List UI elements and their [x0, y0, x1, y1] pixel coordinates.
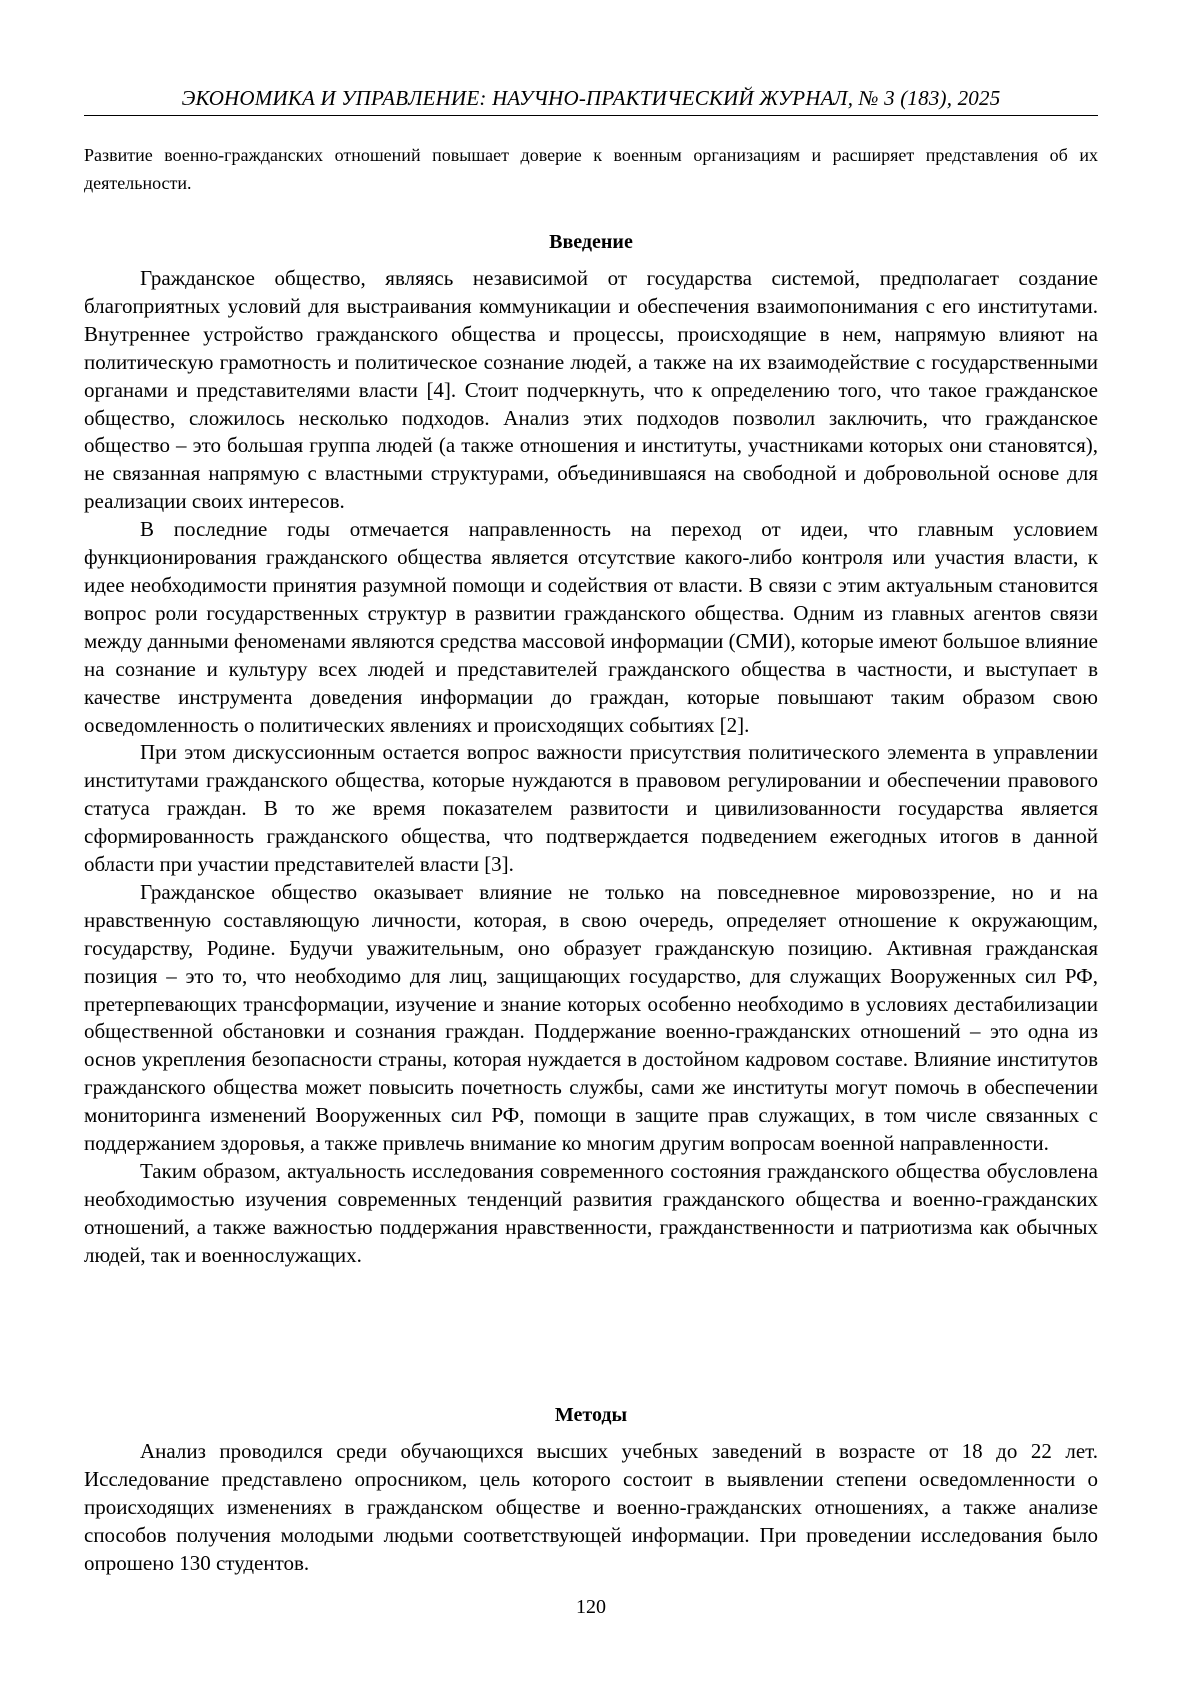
introduction-paragraph: При этом дискуссионным остается вопрос важности присутствия политического элемента в управлении институтами гражданского общества, которые нуждаются в правовом регулировании и обеспечении правового статуса граждан. В то же время показателем развитости и цивилизованности государства является сформированность гражданского общества, что подтверждается подведением ежегодных итогов в данной области при участии представителей власти [3].: [84, 739, 1098, 879]
introduction-paragraph: Гражданское общество, являясь независимой от государства системой, предполагает создание благоприятных условий для выстраивания коммуникации и обеспечения взаимопонимания с его институтами. Внутреннее устройство гражданского общества и процессы, происходящие в нем, напрямую влияют на политическую грамотность и политическое сознание людей, а также на их взаимодействие с государственными органами и представителями власти [4]. Стоит подчеркнуть, что к определению того, что такое гражданское общество, сложилось несколько подходов. Анализ этих подходов позволил заключить, что гражданское общество – это большая группа людей (а также отношения и институты, участниками которых они становятся), не связанная напрямую с властными структурами, объединившаяся на свободной и добровольной основе для реализации своих интересов.: [84, 265, 1098, 516]
abstract-tail: Развитие военно-гражданских отношений повышает доверие к военным организациям и расширяет представления об их деятельности.: [84, 141, 1098, 197]
introduction-paragraph: Таким образом, актуальность исследования современного состояния гражданского общества обусловлена необходимостью изучения современных тенденций развития гражданского общества и военно-гражданских отношений, а также важностью поддержания нравственности, гражданственности и патриотизма как обычных людей, так и военнослужащих.: [84, 1158, 1098, 1270]
introduction-paragraph: Гражданское общество оказывает влияние не только на повседневное мировоззрение, но и на нравственную составляющую личности, которая, в свою очередь, определяет отношение к окружающим, государству, Родине. Будучи уважительным, оно образует гражданскую позицию. Активная гражданская позиция – это то, что необходимо для лиц, защищающих государство, для служащих Вооруженных сил РФ, претерпевающих трансформации, изучение и знание которых особенно необходимо в условиях дестабилизации общественной обстановки и сознания граждан. Поддержание военно-гражданских отношений – это одна из основ укрепления безопасности страны, которая нуждается в достойном кадровом составе. Влияние институтов гражданского общества может повысить почетность службы, сами же институты могут помочь в обеспечении мониторинга изменений Вооруженных сил РФ, помощи в защите прав служащих, в том числе связанных с поддержанием здоровья, а также привлечь внимание ко многим другим вопросам военной направленности.: [84, 879, 1098, 1158]
methods-paragraph: Анализ проводился среди обучающихся высших учебных заведений в возрасте от 18 до 22 лет. Исследование представлено опросником, цель которого состоит в выявлении степени осведомленности о происходящих изменениях в гражданском обществе и военно-гражданских отношениях, а также анализе способов получения молодыми людьми соответствующей информации. При проведении исследования было опрошено 130 студентов.: [84, 1438, 1098, 1578]
header-rule: [84, 115, 1098, 116]
page-number: 120: [84, 1594, 1098, 1620]
running-header: ЭКОНОМИКА И УПРАВЛЕНИЕ: НАУЧНО-ПРАКТИЧЕСКИЙ ЖУРНАЛ, № 3 (183), 2025: [84, 84, 1098, 112]
methods-heading: Методы: [84, 1401, 1098, 1429]
introduction-paragraph: В последние годы отмечается направленность на переход от идеи, что главным условием функционирования гражданского общества является отсутствие какого-либо контроля или участия власти, к идее необходимости принятия разумной помощи и содействия от власти. В связи с этим актуальным становится вопрос роли государственных структур в развитии гражданского общества. Одним из главных агентов связи между данными феноменами являются средства массовой информации (СМИ), которые имеют большое влияние на сознание и культуру всех людей и представителей гражданского общества в частности, и выступает в качестве инструмента доведения информации до граждан, которые повышают таким образом свою осведомленность о политических явлениях и происходящих событиях [2].: [84, 516, 1098, 739]
journal-page: [0, 0, 1200, 1698]
methods-section: [84, 1401, 1098, 1578]
introduction-heading: Введение: [84, 228, 1098, 256]
introduction-section: [84, 228, 1098, 1270]
